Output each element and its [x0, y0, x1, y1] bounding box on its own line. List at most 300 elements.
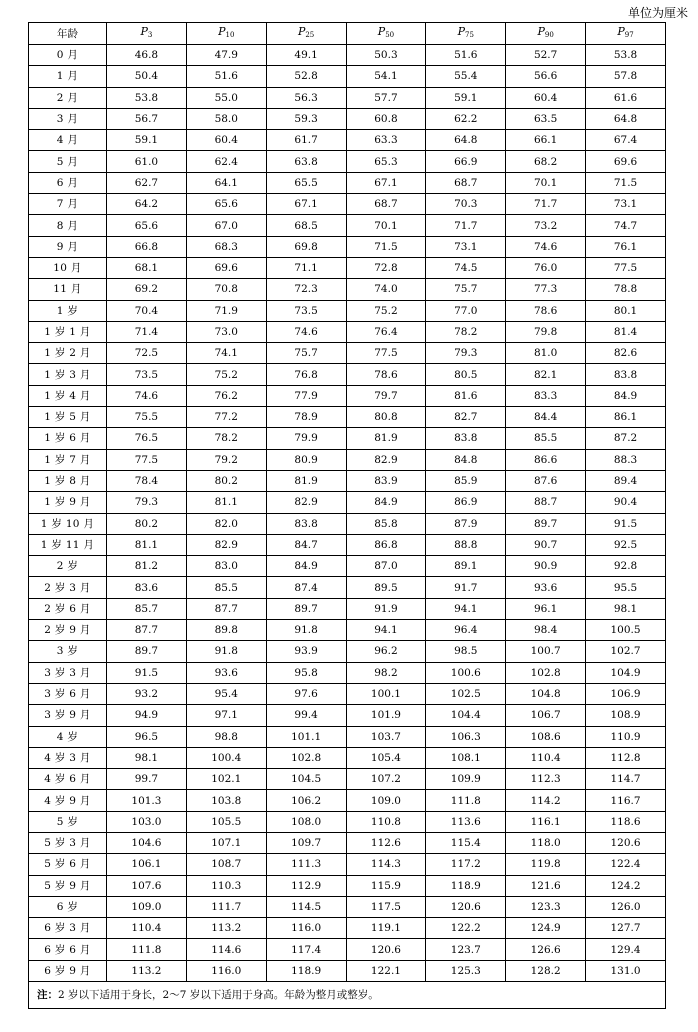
- age-cell: 4 岁: [29, 726, 107, 747]
- p10-cell: 95.4: [186, 683, 266, 704]
- p10-cell: 116.0: [186, 960, 266, 981]
- p50-cell: 82.9: [346, 449, 426, 470]
- p50-cell: 57.7: [346, 87, 426, 108]
- p50-cell: 71.5: [346, 236, 426, 257]
- age-cell: 1 岁: [29, 300, 107, 321]
- p3-cell: 61.0: [107, 151, 187, 172]
- p25-column-header: $P_{25}$: [266, 23, 346, 45]
- p50-cell: 109.0: [346, 790, 426, 811]
- p97-cell: 69.6: [586, 151, 666, 172]
- p97-cell: 88.3: [586, 449, 666, 470]
- p75-cell: 73.1: [426, 236, 506, 257]
- table-row: [29, 832, 666, 853]
- table-row: [29, 66, 666, 87]
- p75-cell: 81.6: [426, 385, 506, 406]
- p90-cell: 119.8: [506, 854, 586, 875]
- p25-cell: 102.8: [266, 747, 346, 768]
- p25-cell: 81.9: [266, 470, 346, 491]
- p3-cell: 103.0: [107, 811, 187, 832]
- p90-cell: 79.8: [506, 321, 586, 342]
- height-percentile-table: [28, 22, 666, 1009]
- p10-cell: 64.1: [186, 172, 266, 193]
- p50-cell: 85.8: [346, 513, 426, 534]
- p10-cell: 110.3: [186, 875, 266, 896]
- age-cell: 6 岁: [29, 896, 107, 917]
- p25-cell: 71.1: [266, 257, 346, 278]
- p90-cell: 116.1: [506, 811, 586, 832]
- p97-cell: 131.0: [586, 960, 666, 981]
- p90-cell: 88.7: [506, 492, 586, 513]
- p90-cell: 124.9: [506, 918, 586, 939]
- p25-cell: 101.1: [266, 726, 346, 747]
- p25-cell: 106.2: [266, 790, 346, 811]
- age-cell: 1 岁 2 月: [29, 343, 107, 364]
- table-row: [29, 151, 666, 172]
- p10-cell: 47.9: [186, 45, 266, 66]
- p10-cell: 58.0: [186, 108, 266, 129]
- p90-cell: 110.4: [506, 747, 586, 768]
- age-cell: 4 岁 9 月: [29, 790, 107, 811]
- p97-cell: 124.2: [586, 875, 666, 896]
- p3-cell: 113.2: [107, 960, 187, 981]
- table-row: [29, 257, 666, 278]
- p50-cell: 122.1: [346, 960, 426, 981]
- p50-cell: 112.6: [346, 832, 426, 853]
- p90-cell: 128.2: [506, 960, 586, 981]
- age-column-header: 年龄: [29, 23, 107, 45]
- age-cell: 8 月: [29, 215, 107, 236]
- age-cell: 1 岁 3 月: [29, 364, 107, 385]
- p50-cell: 63.3: [346, 130, 426, 151]
- p25-cell: 93.9: [266, 641, 346, 662]
- p25-cell: 83.8: [266, 513, 346, 534]
- table-row: [29, 385, 666, 406]
- p3-cell: 99.7: [107, 769, 187, 790]
- p25-cell: 116.0: [266, 918, 346, 939]
- p97-cell: 104.9: [586, 662, 666, 683]
- p75-cell: 100.6: [426, 662, 506, 683]
- p97-cell: 98.1: [586, 598, 666, 619]
- p50-cell: 65.3: [346, 151, 426, 172]
- p10-cell: 70.8: [186, 279, 266, 300]
- p25-cell: 67.1: [266, 194, 346, 215]
- p50-cell: 119.1: [346, 918, 426, 939]
- age-cell: 2 岁: [29, 556, 107, 577]
- p50-cell: 110.8: [346, 811, 426, 832]
- p90-cell: 71.7: [506, 194, 586, 215]
- p3-cell: 77.5: [107, 449, 187, 470]
- p3-cell: 72.5: [107, 343, 187, 364]
- p75-cell: 118.9: [426, 875, 506, 896]
- table-row: [29, 130, 666, 151]
- p90-cell: 63.5: [506, 108, 586, 129]
- p25-cell: 114.5: [266, 896, 346, 917]
- p75-cell: 82.7: [426, 407, 506, 428]
- age-cell: 3 岁 6 月: [29, 683, 107, 704]
- p25-cell: 79.9: [266, 428, 346, 449]
- table-row: [29, 939, 666, 960]
- p25-cell: 49.1: [266, 45, 346, 66]
- p3-cell: 75.5: [107, 407, 187, 428]
- p10-cell: 83.0: [186, 556, 266, 577]
- table-row: [29, 45, 666, 66]
- p10-cell: 74.1: [186, 343, 266, 364]
- age-cell: 5 岁 3 月: [29, 832, 107, 853]
- p10-cell: 82.0: [186, 513, 266, 534]
- age-cell: 5 岁: [29, 811, 107, 832]
- p10-cell: 60.4: [186, 130, 266, 151]
- p97-cell: 112.8: [586, 747, 666, 768]
- age-cell: 10 月: [29, 257, 107, 278]
- p3-cell: 76.5: [107, 428, 187, 449]
- p75-cell: 64.8: [426, 130, 506, 151]
- p97-cell: 81.4: [586, 321, 666, 342]
- p10-cell: 79.2: [186, 449, 266, 470]
- table-header-row: [29, 23, 666, 45]
- p75-cell: 51.6: [426, 45, 506, 66]
- p75-cell: 74.5: [426, 257, 506, 278]
- p75-cell: 88.8: [426, 534, 506, 555]
- p50-cell: 80.8: [346, 407, 426, 428]
- age-cell: 1 岁 8 月: [29, 470, 107, 491]
- p25-cell: 80.9: [266, 449, 346, 470]
- p97-cell: 92.5: [586, 534, 666, 555]
- p97-cell: 89.4: [586, 470, 666, 491]
- p50-cell: 54.1: [346, 66, 426, 87]
- p97-cell: 83.8: [586, 364, 666, 385]
- table-row: [29, 407, 666, 428]
- table-row: [29, 87, 666, 108]
- p25-cell: 84.7: [266, 534, 346, 555]
- age-cell: 6 月: [29, 172, 107, 193]
- p90-cell: 73.2: [506, 215, 586, 236]
- p90-cell: 102.8: [506, 662, 586, 683]
- p90-cell: 81.0: [506, 343, 586, 364]
- p10-cell: 55.0: [186, 87, 266, 108]
- p97-cell: 82.6: [586, 343, 666, 364]
- age-cell: 4 月: [29, 130, 107, 151]
- p75-cell: 115.4: [426, 832, 506, 853]
- age-cell: 6 岁 9 月: [29, 960, 107, 981]
- p50-cell: 91.9: [346, 598, 426, 619]
- p90-cell: 96.1: [506, 598, 586, 619]
- p97-cell: 74.7: [586, 215, 666, 236]
- age-cell: 3 岁 9 月: [29, 705, 107, 726]
- p97-cell: 86.1: [586, 407, 666, 428]
- p3-cell: 46.8: [107, 45, 187, 66]
- p75-cell: 96.4: [426, 620, 506, 641]
- p3-cell: 89.7: [107, 641, 187, 662]
- age-cell: 4 岁 6 月: [29, 769, 107, 790]
- p3-cell: 71.4: [107, 321, 187, 342]
- p25-cell: 95.8: [266, 662, 346, 683]
- p97-cell: 110.9: [586, 726, 666, 747]
- p97-cell: 118.6: [586, 811, 666, 832]
- table-row: [29, 172, 666, 193]
- p10-cell: 108.7: [186, 854, 266, 875]
- p10-cell: 62.4: [186, 151, 266, 172]
- age-cell: 5 岁 9 月: [29, 875, 107, 896]
- p10-cell: 51.6: [186, 66, 266, 87]
- p90-cell: 121.6: [506, 875, 586, 896]
- p75-cell: 98.5: [426, 641, 506, 662]
- p50-cell: 114.3: [346, 854, 426, 875]
- p97-cell: 91.5: [586, 513, 666, 534]
- table-row: [29, 236, 666, 257]
- p97-cell: 90.4: [586, 492, 666, 513]
- p50-cell: 115.9: [346, 875, 426, 896]
- p97-cell: 92.8: [586, 556, 666, 577]
- p3-cell: 110.4: [107, 918, 187, 939]
- table-row: [29, 854, 666, 875]
- p50-cell: 75.2: [346, 300, 426, 321]
- age-cell: 6 岁 6 月: [29, 939, 107, 960]
- age-cell: 2 月: [29, 87, 107, 108]
- p10-cell: 78.2: [186, 428, 266, 449]
- p97-cell: 76.1: [586, 236, 666, 257]
- p50-cell: 60.8: [346, 108, 426, 129]
- p97-cell: 53.8: [586, 45, 666, 66]
- p25-cell: 109.7: [266, 832, 346, 853]
- p97-cell: 114.7: [586, 769, 666, 790]
- p25-cell: 108.0: [266, 811, 346, 832]
- p25-cell: 99.4: [266, 705, 346, 726]
- p25-cell: 78.9: [266, 407, 346, 428]
- p90-cell: 112.3: [506, 769, 586, 790]
- p3-cell: 66.8: [107, 236, 187, 257]
- p50-column-header: $P_{50}$: [346, 23, 426, 45]
- p90-cell: 126.6: [506, 939, 586, 960]
- p10-cell: 67.0: [186, 215, 266, 236]
- p90-cell: 60.4: [506, 87, 586, 108]
- p10-cell: 82.9: [186, 534, 266, 555]
- p90-column-header: $P_{90}$: [506, 23, 586, 45]
- p50-cell: 72.8: [346, 257, 426, 278]
- p90-cell: 118.0: [506, 832, 586, 853]
- table-row: [29, 747, 666, 768]
- p10-column-header: $P_{10}$: [186, 23, 266, 45]
- p90-cell: 66.1: [506, 130, 586, 151]
- p3-cell: 111.8: [107, 939, 187, 960]
- table-row: [29, 620, 666, 641]
- table-row: [29, 343, 666, 364]
- p90-cell: 93.6: [506, 577, 586, 598]
- p10-cell: 97.1: [186, 705, 266, 726]
- p25-cell: 87.4: [266, 577, 346, 598]
- p25-cell: 91.8: [266, 620, 346, 641]
- p25-cell: 68.5: [266, 215, 346, 236]
- age-cell: 3 岁 3 月: [29, 662, 107, 683]
- p75-cell: 120.6: [426, 896, 506, 917]
- table-row: [29, 577, 666, 598]
- p10-cell: 105.5: [186, 811, 266, 832]
- table-row: [29, 896, 666, 917]
- p50-cell: 96.2: [346, 641, 426, 662]
- p3-cell: 56.7: [107, 108, 187, 129]
- p75-cell: 62.2: [426, 108, 506, 129]
- p50-cell: 77.5: [346, 343, 426, 364]
- p25-cell: 52.8: [266, 66, 346, 87]
- p10-cell: 76.2: [186, 385, 266, 406]
- p3-cell: 81.1: [107, 534, 187, 555]
- p3-cell: 69.2: [107, 279, 187, 300]
- p50-cell: 79.7: [346, 385, 426, 406]
- p10-cell: 73.0: [186, 321, 266, 342]
- table-row: [29, 790, 666, 811]
- p90-cell: 108.6: [506, 726, 586, 747]
- age-cell: 7 月: [29, 194, 107, 215]
- p50-cell: 68.7: [346, 194, 426, 215]
- p75-cell: 55.4: [426, 66, 506, 87]
- p10-cell: 107.1: [186, 832, 266, 853]
- p90-cell: 84.4: [506, 407, 586, 428]
- p3-cell: 106.1: [107, 854, 187, 875]
- age-cell: 1 岁 1 月: [29, 321, 107, 342]
- p50-cell: 84.9: [346, 492, 426, 513]
- table-row: [29, 492, 666, 513]
- table-row: [29, 641, 666, 662]
- p97-cell: 100.5: [586, 620, 666, 641]
- p75-cell: 86.9: [426, 492, 506, 513]
- p75-cell: 70.3: [426, 194, 506, 215]
- age-cell: 1 岁 4 月: [29, 385, 107, 406]
- p50-cell: 117.5: [346, 896, 426, 917]
- p3-cell: 62.7: [107, 172, 187, 193]
- p97-cell: 87.2: [586, 428, 666, 449]
- p50-cell: 83.9: [346, 470, 426, 491]
- p3-cell: 94.9: [107, 705, 187, 726]
- p10-cell: 85.5: [186, 577, 266, 598]
- age-cell: 6 岁 3 月: [29, 918, 107, 939]
- p50-cell: 78.6: [346, 364, 426, 385]
- table-row: [29, 194, 666, 215]
- p75-cell: 84.8: [426, 449, 506, 470]
- p25-cell: 84.9: [266, 556, 346, 577]
- p97-cell: 116.7: [586, 790, 666, 811]
- table-row: [29, 470, 666, 491]
- p50-cell: 70.1: [346, 215, 426, 236]
- p3-cell: 109.0: [107, 896, 187, 917]
- p3-cell: 73.5: [107, 364, 187, 385]
- p25-cell: 82.9: [266, 492, 346, 513]
- p10-cell: 71.9: [186, 300, 266, 321]
- p97-cell: 64.8: [586, 108, 666, 129]
- p25-cell: 59.3: [266, 108, 346, 129]
- p3-cell: 68.1: [107, 257, 187, 278]
- p75-cell: 83.8: [426, 428, 506, 449]
- p75-cell: 80.5: [426, 364, 506, 385]
- unit-label: 单位为厘米: [627, 6, 688, 20]
- p97-cell: 108.9: [586, 705, 666, 726]
- p97-cell: 127.7: [586, 918, 666, 939]
- p90-cell: 82.1: [506, 364, 586, 385]
- p50-cell: 76.4: [346, 321, 426, 342]
- p25-cell: 69.8: [266, 236, 346, 257]
- age-cell: 1 月: [29, 66, 107, 87]
- p50-cell: 86.8: [346, 534, 426, 555]
- table-row: [29, 769, 666, 790]
- p50-cell: 87.0: [346, 556, 426, 577]
- p50-cell: 101.9: [346, 705, 426, 726]
- p50-cell: 74.0: [346, 279, 426, 300]
- p10-cell: 68.3: [186, 236, 266, 257]
- table-row: [29, 875, 666, 896]
- age-cell: 1 岁 5 月: [29, 407, 107, 428]
- p90-cell: 56.6: [506, 66, 586, 87]
- p3-cell: 70.4: [107, 300, 187, 321]
- p97-cell: 71.5: [586, 172, 666, 193]
- p3-cell: 101.3: [107, 790, 187, 811]
- p25-cell: 65.5: [266, 172, 346, 193]
- note-label: 注：: [37, 989, 58, 1002]
- p75-cell: 102.5: [426, 683, 506, 704]
- p75-cell: 125.3: [426, 960, 506, 981]
- p97-cell: 95.5: [586, 577, 666, 598]
- p3-cell: 65.6: [107, 215, 187, 236]
- age-cell: 3 岁: [29, 641, 107, 662]
- table-row: [29, 683, 666, 704]
- p97-cell: 73.1: [586, 194, 666, 215]
- p75-cell: 89.1: [426, 556, 506, 577]
- p25-cell: 61.7: [266, 130, 346, 151]
- p10-cell: 113.2: [186, 918, 266, 939]
- p90-cell: 83.3: [506, 385, 586, 406]
- table-row: [29, 705, 666, 726]
- table-row: [29, 321, 666, 342]
- table-row: [29, 108, 666, 129]
- p90-cell: 74.6: [506, 236, 586, 257]
- p50-cell: 81.9: [346, 428, 426, 449]
- p25-cell: 89.7: [266, 598, 346, 619]
- p3-cell: 93.2: [107, 683, 187, 704]
- p50-cell: 100.1: [346, 683, 426, 704]
- p97-cell: 80.1: [586, 300, 666, 321]
- p25-cell: 112.9: [266, 875, 346, 896]
- p75-cell: 111.8: [426, 790, 506, 811]
- p75-cell: 78.2: [426, 321, 506, 342]
- age-cell: 2 岁 3 月: [29, 577, 107, 598]
- p3-cell: 91.5: [107, 662, 187, 683]
- p75-cell: 106.3: [426, 726, 506, 747]
- p10-cell: 93.6: [186, 662, 266, 683]
- p75-cell: 77.0: [426, 300, 506, 321]
- p75-column-header: $P_{75}$: [426, 23, 506, 45]
- p10-cell: 87.7: [186, 598, 266, 619]
- age-cell: 5 月: [29, 151, 107, 172]
- p3-cell: 64.2: [107, 194, 187, 215]
- p75-cell: 79.3: [426, 343, 506, 364]
- p97-column-header: $P_{97}$: [586, 23, 666, 45]
- table-body: [29, 45, 666, 982]
- p3-cell: 79.3: [107, 492, 187, 513]
- p90-cell: 70.1: [506, 172, 586, 193]
- p10-cell: 102.1: [186, 769, 266, 790]
- p50-cell: 98.2: [346, 662, 426, 683]
- p3-cell: 96.5: [107, 726, 187, 747]
- p75-cell: 59.1: [426, 87, 506, 108]
- p3-cell: 87.7: [107, 620, 187, 641]
- p25-cell: 97.6: [266, 683, 346, 704]
- p50-cell: 50.3: [346, 45, 426, 66]
- note-text: 2 岁以下适用于身长，2〜7 岁以下适用于身高。年龄为整月或整岁。: [58, 989, 379, 1002]
- p90-cell: 68.2: [506, 151, 586, 172]
- p10-cell: 75.2: [186, 364, 266, 385]
- p3-cell: 85.7: [107, 598, 187, 619]
- age-cell: 2 岁 9 月: [29, 620, 107, 641]
- p90-cell: 114.2: [506, 790, 586, 811]
- p3-cell: 80.2: [107, 513, 187, 534]
- p10-cell: 69.6: [186, 257, 266, 278]
